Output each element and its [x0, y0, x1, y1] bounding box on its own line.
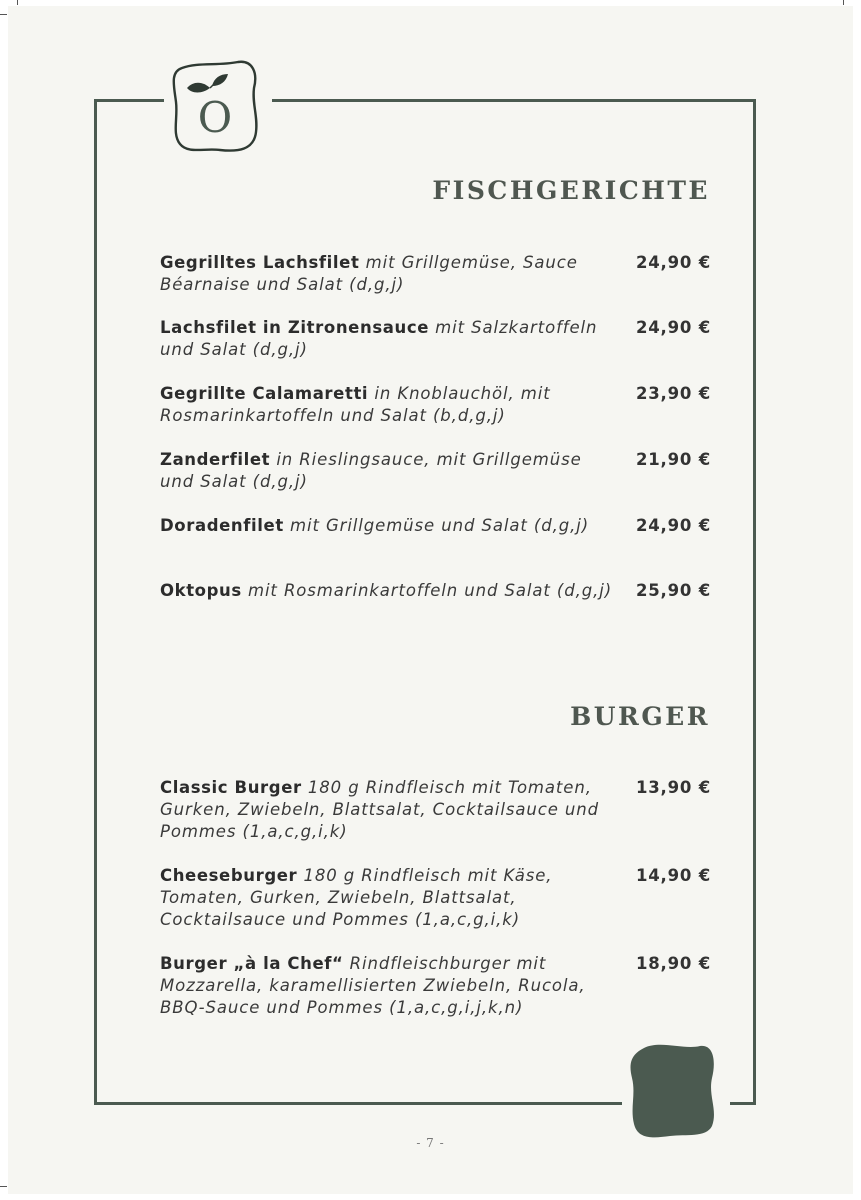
crop-mark: [0, 14, 7, 15]
dish-name: Zanderfilet: [160, 450, 271, 469]
dish-description: Rindfleischburger mit Mozzarella, karamellisierten Zwiebeln, Rucola, BBQ-Sauce und Pommes (1,a,c,g,i,j,k,n): [160, 954, 586, 1017]
dish-price: 24,90 €: [635, 253, 711, 272]
dish-price: 24,90 €: [635, 516, 711, 535]
frame-line-left: [94, 99, 97, 1105]
frame-line-right: [753, 99, 756, 1105]
dish-name: Gegrillte Calamaretti: [160, 384, 369, 403]
dish-name: Lachsfilet in Zitronensauce: [160, 318, 429, 337]
dish-price: 14,90 €: [635, 866, 711, 885]
dish-price: 24,90 €: [635, 318, 711, 337]
section-title-burger: BURGER: [570, 702, 710, 731]
dish-name: Oktopus: [160, 581, 242, 600]
frame-line-top: [94, 99, 164, 102]
logo-letter: O: [197, 93, 233, 142]
dish-description: in Rieslingsauce, mit Grillgemüse und Salat (d,g,j): [160, 450, 582, 491]
dish-price: 18,90 €: [635, 954, 711, 973]
dish-name: Burger „à la Chef“: [160, 954, 344, 973]
restaurant-logo: [168, 58, 260, 158]
dish-description: mit Rosmarinkartoffeln und Salat (d,g,j): [247, 581, 613, 600]
dish-price: 21,90 €: [635, 450, 711, 469]
decorative-blob: [626, 1040, 718, 1140]
dish-name: Classic Burger: [160, 778, 302, 797]
page-number: - 7 -: [416, 1136, 445, 1150]
frame-line-bottom: [94, 1102, 622, 1105]
dish-description: in Knoblauchöl, mit Rosmarinkartoffeln und Salat (b,d,g,j): [160, 384, 551, 425]
dish-name: Gegrilltes Lachsfilet: [160, 253, 360, 272]
crop-mark: [843, 0, 844, 5]
olive-leaves-icon: [187, 74, 228, 93]
crop-mark: [17, 0, 18, 5]
crop-mark: [0, 1186, 7, 1187]
dish-description: mit Grillgemüse und Salat (d,g,j): [289, 516, 590, 535]
dish-description: mit Salzkartoffeln und Salat (d,g,j): [160, 318, 598, 359]
frame-line-top: [272, 99, 756, 102]
dish-description: 180 g Rindfleisch mit Tomaten, Gurken, Zwiebeln, Blattsalat, Cocktailsauce und Pommes (1,a,c,g,i,k): [160, 778, 600, 841]
section-title-fischgerichte: FISCHGERICHTE: [432, 176, 710, 205]
frame-line-bottom: [730, 1102, 756, 1105]
dish-price: 25,90 €: [635, 581, 711, 600]
dish-description: mit Grillgemüse, Sauce Béarnaise und Salat (d,g,j): [160, 253, 578, 294]
dish-name: Cheeseburger: [160, 866, 298, 885]
dish-price: 23,90 €: [635, 384, 711, 403]
dish-name: Doradenfilet: [160, 516, 284, 535]
dish-price: 13,90 €: [635, 778, 711, 797]
dish-description: 180 g Rindfleisch mit Käse, Tomaten, Gurken, Zwiebeln, Blattsalat, Cocktailsauce und Pommes (1,a,c,g,i,k): [160, 866, 553, 929]
